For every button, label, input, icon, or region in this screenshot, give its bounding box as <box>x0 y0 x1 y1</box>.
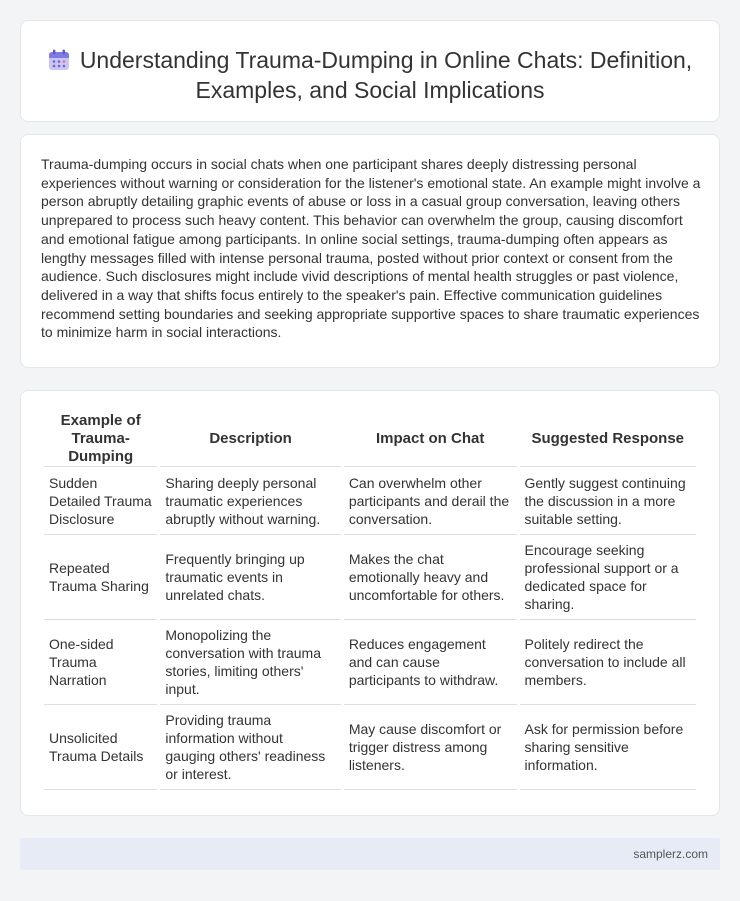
header-response: Suggested Response <box>520 411 697 467</box>
cell-response: Politely redirect the conversation to include all members. <box>520 620 697 705</box>
cell-description: Sharing deeply personal traumatic experiences abruptly without warning. <box>160 467 340 535</box>
calendar-icon <box>48 49 70 71</box>
cell-response: Gently suggest continuing the discussion in a more suitable setting. <box>520 467 697 535</box>
intro-paragraph: Trauma-dumping occurs in social chats when one participant shares deeply distressing personal experiences without warning or consideration for the listener's emotional state. An example might involve a person abruptly detailing graphic events of abuse or loss in a casual group conversation, leaving others unprepared to process such heavy content. This behavior can overwhelm the group, causing discomfort and emotional fatigue among participants. In online social settings, trauma-dumping often appears as lengthy messages filled with intense personal trauma, posted without prior context or consent from the audience. Such disclosures might include vivid descriptions of mental health struggles or past violence, delivered in a way that shifts focus entirely to the speaker's pain. Effective communication guidelines recommend setting boundaries and seeking appropriate supportive spaces to share traumatic experiences to minimize harm in social interactions. <box>41 156 701 341</box>
cell-response: Ask for permission before sharing sensitive information. <box>520 705 697 790</box>
cell-description: Monopolizing the conversation with trauma stories, limiting others' input. <box>160 620 340 705</box>
header-impact: Impact on Chat <box>344 411 517 467</box>
cell-description: Frequently bringing up traumatic events in unrelated chats. <box>160 535 340 620</box>
cell-example: Unsolicited Trauma Details <box>44 705 157 790</box>
cell-example: Repeated Trauma Sharing <box>44 535 157 620</box>
cell-impact: Reduces engagement and can cause participants to withdraw. <box>344 620 517 705</box>
table-row <box>44 620 696 705</box>
cell-example: One-sided Trauma Narration <box>44 620 157 705</box>
header-example: Example of Trauma-Dumping <box>44 411 157 467</box>
footer-site-link[interactable]: samplerz.com <box>633 847 708 861</box>
table-row <box>44 705 696 790</box>
intro-card <box>20 134 720 368</box>
table-row <box>44 535 696 620</box>
footer <box>20 838 720 870</box>
title-card <box>20 20 720 122</box>
cell-impact: Can overwhelm other participants and derail the conversation. <box>344 467 517 535</box>
page-title <box>21 45 719 105</box>
table-header-row <box>44 411 696 467</box>
cell-description: Providing trauma information without gauging others' readiness or interest. <box>160 705 340 790</box>
cell-example: Sudden Detailed Trauma Disclosure <box>44 467 157 535</box>
examples-table <box>41 411 699 790</box>
table-row <box>44 467 696 535</box>
cell-impact: May cause discomfort or trigger distress among listeners. <box>344 705 517 790</box>
title-wrap <box>21 45 719 105</box>
header-description: Description <box>160 411 340 467</box>
cell-impact: Makes the chat emotionally heavy and uncomfortable for others. <box>344 535 517 620</box>
page-title-text: Understanding Trauma-Dumping in Online Chats: Definition, Examples, and Social Implications <box>79 47 693 103</box>
cell-response: Encourage seeking professional support or a dedicated space for sharing. <box>520 535 697 620</box>
table-card <box>20 390 720 816</box>
